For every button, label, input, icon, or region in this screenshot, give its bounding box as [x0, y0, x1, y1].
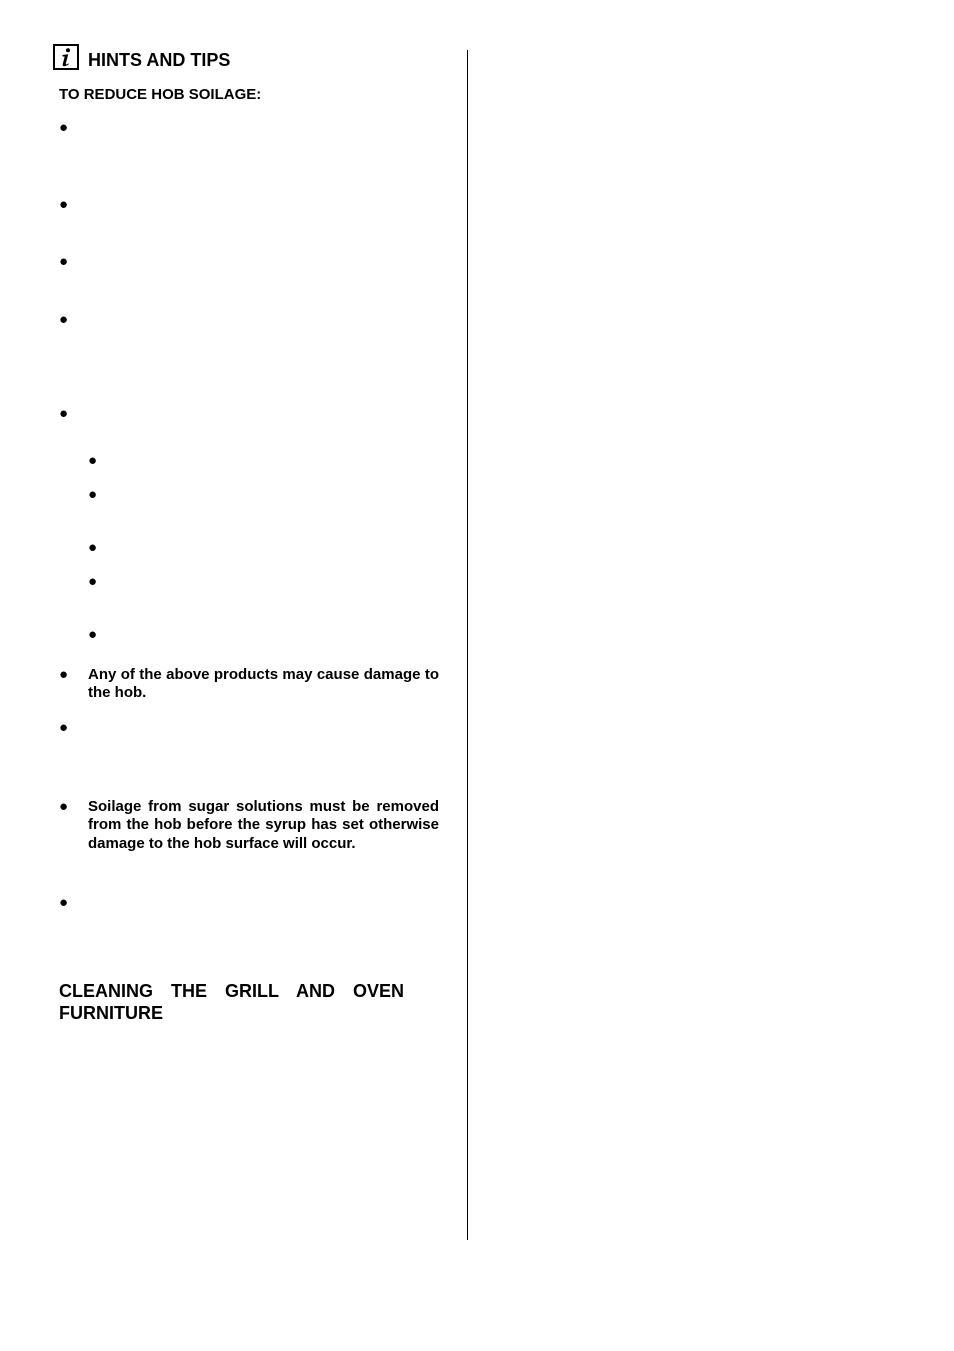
bullet-icon: ●	[59, 719, 69, 736]
bullet-icon: ●	[59, 253, 69, 270]
info-icon	[53, 44, 79, 70]
column-divider	[467, 50, 468, 1240]
page-title: HINTS AND TIPS	[88, 50, 231, 70]
bullet-icon: ●	[88, 539, 98, 556]
bullet-icon: ●	[88, 452, 98, 469]
bullet-icon: ●	[59, 311, 69, 328]
bullet-icon: ●	[59, 894, 69, 911]
hob-soilage-subheading: TO REDUCE HOB SOILAGE:	[59, 86, 262, 103]
bullet-icon: ●	[88, 626, 98, 643]
grill-oven-cleaning-heading: CLEANING THE GRILL AND OVEN FURNITURE	[59, 981, 404, 1023]
bullet-icon: ●	[59, 666, 69, 683]
bullet-icon: ●	[59, 798, 69, 815]
bullet-icon: ●	[59, 196, 69, 213]
bullet-icon: ●	[59, 119, 69, 136]
bullet-icon: ●	[59, 405, 69, 422]
bullet-icon: ●	[88, 573, 98, 590]
sugar-soilage-warning: Soilage from sugar solutions must be removed from the hob before the syrup has set otherwise damage to the hob surface will occur.	[88, 798, 439, 852]
bullet-icon: ●	[88, 486, 98, 503]
hob-damage-warning: Any of the above products may cause damage to the hob.	[88, 666, 439, 702]
